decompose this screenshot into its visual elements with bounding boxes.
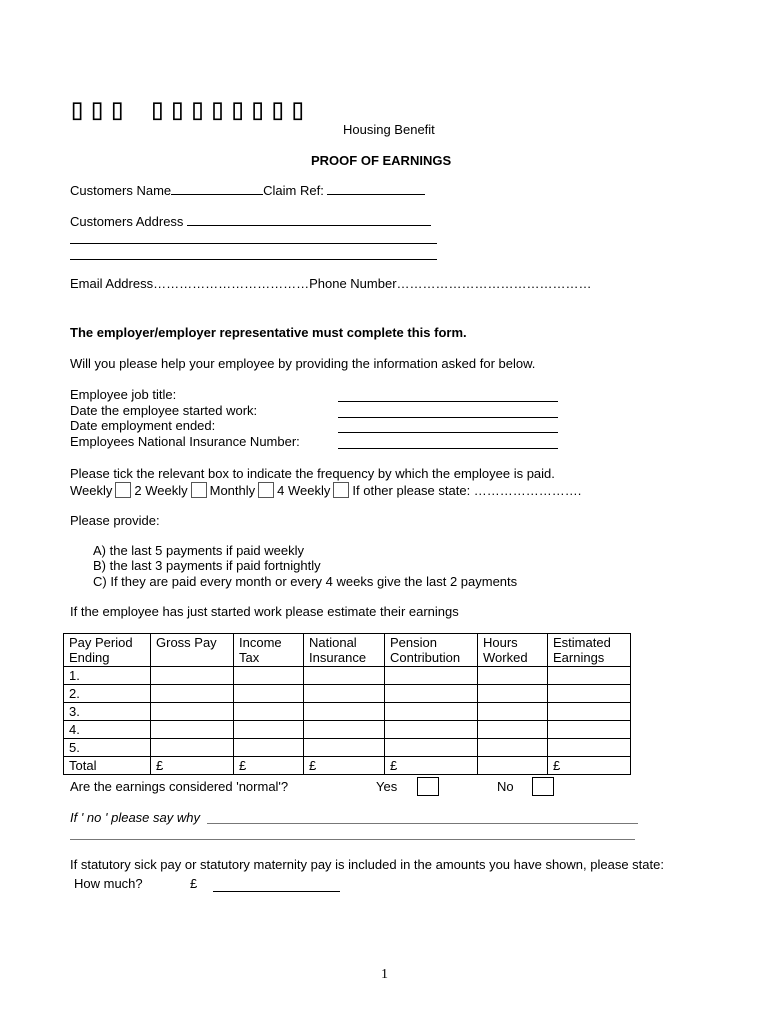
table-cell[interactable] [478,667,548,685]
employee-ni-number-field[interactable] [338,448,558,449]
ssp-question: If statutory sick pay or statutory maternity pay is included in the amounts you have shown, please state: [70,857,664,872]
table-cell[interactable] [234,667,304,685]
table-cell[interactable] [304,739,385,757]
provide-item-a: A) the last 5 payments if paid weekly [93,543,304,558]
row-label: 5. [64,739,151,757]
employee-job-title-label: Employee job title: [70,387,177,402]
provide-item-b: B) the last 3 payments if paid fortnightly [93,558,321,573]
normal-yes-label: Yes [376,779,398,794]
department-label: Housing Benefit [343,122,435,137]
employer-request-text: Will you please help your employee by providing the information asked for below. [70,356,536,371]
employee-end-date-label: Date employment ended: [70,418,216,433]
why-not-normal-label: If ' no ' please say why [70,810,200,825]
table-row [64,703,631,721]
employee-start-date-field[interactable] [338,417,558,418]
header-national-insurance: National Insurance [304,634,385,667]
table-row [64,667,631,685]
header-pension-contribution: Pension Contribution [385,634,478,667]
normal-no-label: No [497,779,514,794]
table-cell[interactable] [548,667,631,685]
table-cell[interactable] [234,703,304,721]
claim-ref-field[interactable] [327,194,425,195]
frequency-4weekly-checkbox[interactable] [333,482,349,498]
customer-name-label: Customers Name [70,183,172,198]
table-cell[interactable] [478,739,548,757]
frequency-2weekly-checkbox[interactable] [191,482,207,498]
frequency-2weekly-label: 2 Weekly [134,483,188,498]
table-cell[interactable] [234,739,304,757]
total-hours[interactable] [478,757,548,775]
table-row [64,721,631,739]
row-label: 4. [64,721,151,739]
frequency-weekly-checkbox[interactable] [115,482,131,498]
frequency-options-row [70,482,581,498]
table-cell[interactable] [478,721,548,739]
header-gross-pay: Gross Pay [151,634,234,667]
customer-address-field-2[interactable] [70,243,437,244]
frequency-monthly-label: Monthly [209,483,256,498]
ssp-amount-field[interactable] [213,891,340,892]
table-cell[interactable] [304,667,385,685]
table-header-row [64,634,631,667]
table-row [64,739,631,757]
row-label: 2. [64,685,151,703]
total-pension[interactable]: £ [385,757,478,775]
total-gross-pay[interactable]: £ [151,757,234,775]
table-cell[interactable] [304,721,385,739]
customer-address-label: Customers Address [70,214,188,229]
table-cell[interactable] [478,703,548,721]
row-label: 3. [64,703,151,721]
table-cell[interactable] [548,739,631,757]
table-cell[interactable] [385,667,478,685]
table-cell[interactable] [548,685,631,703]
employee-end-date-field[interactable] [338,432,558,433]
provide-item-c: C) If they are paid every month or every 4 weeks give the last 2 payments [93,574,518,589]
council-logo-text: ▯▯▯ ▯▯▯▯▯▯▯▯ [68,92,309,127]
claim-ref-label: Claim Ref: [263,183,328,198]
customer-name-row [70,183,425,198]
total-estimated-earnings[interactable]: £ [548,757,631,775]
total-national-insurance[interactable]: £ [304,757,385,775]
table-cell[interactable] [385,703,478,721]
provide-heading: Please provide: [70,513,160,528]
table-cell[interactable] [548,703,631,721]
table-cell[interactable] [234,721,304,739]
page-number: 1 [381,967,388,982]
email-label: Email Address [70,276,154,291]
table-cell[interactable] [548,721,631,739]
table-cell[interactable] [304,685,385,703]
table-cell[interactable] [478,685,548,703]
customer-address-row [70,214,431,229]
ssp-currency-symbol: £ [190,876,198,891]
total-label: Total [64,757,151,775]
table-cell[interactable] [151,739,234,757]
why-not-normal-field-2[interactable] [70,839,635,840]
total-income-tax[interactable]: £ [234,757,304,775]
phone-field[interactable]: ……………………………………… [396,276,592,291]
table-cell[interactable] [151,703,234,721]
employee-start-date-label: Date the employee started work: [70,403,258,418]
normal-yes-checkbox[interactable] [417,777,439,796]
table-cell[interactable] [385,739,478,757]
normal-no-checkbox[interactable] [532,777,554,796]
table-cell[interactable] [151,685,234,703]
table-cell[interactable] [151,667,234,685]
frequency-monthly-checkbox[interactable] [258,482,274,498]
table-row [64,685,631,703]
customer-address-field-3[interactable] [70,259,437,260]
customer-address-field-1[interactable] [187,225,431,226]
table-cell[interactable] [304,703,385,721]
frequency-other-field[interactable]: ……………………. [473,483,582,498]
normal-earnings-question: Are the earnings considered 'normal'? [70,779,289,794]
earnings-table [63,633,631,775]
employee-ni-number-label: Employees National Insurance Number: [70,434,300,449]
header-income-tax: Income Tax [234,634,304,667]
table-cell[interactable] [234,685,304,703]
why-not-normal-field-1[interactable] [207,823,638,824]
header-hours-worked: Hours Worked [478,634,548,667]
employee-job-title-field[interactable] [338,401,558,402]
table-cell[interactable] [151,721,234,739]
estimate-note: If the employee has just started work please estimate their earnings [70,604,459,619]
table-cell[interactable] [385,685,478,703]
frequency-weekly-label: Weekly [70,483,113,498]
table-total-row [64,757,631,775]
phone-label: Phone Number [309,276,397,291]
employer-instruction-heading: The employer/employer representative must complete this form. [70,325,467,340]
frequency-prompt: Please tick the relevant box to indicate the frequency by which the employee is paid. [70,466,555,481]
ssp-how-much-label: How much? [74,876,143,891]
frequency-other-label: If other please state: [352,483,474,498]
row-label: 1. [64,667,151,685]
email-field[interactable]: ……………………………… [153,276,310,291]
form-title: PROOF OF EARNINGS [311,153,452,168]
customer-name-field[interactable] [171,194,263,195]
frequency-4weekly-label: 4 Weekly [277,483,331,498]
contact-row [70,276,592,291]
header-estimated-earnings: Estimated Earnings [548,634,631,667]
table-cell[interactable] [385,721,478,739]
header-pay-period: Pay Period Ending [64,634,151,667]
